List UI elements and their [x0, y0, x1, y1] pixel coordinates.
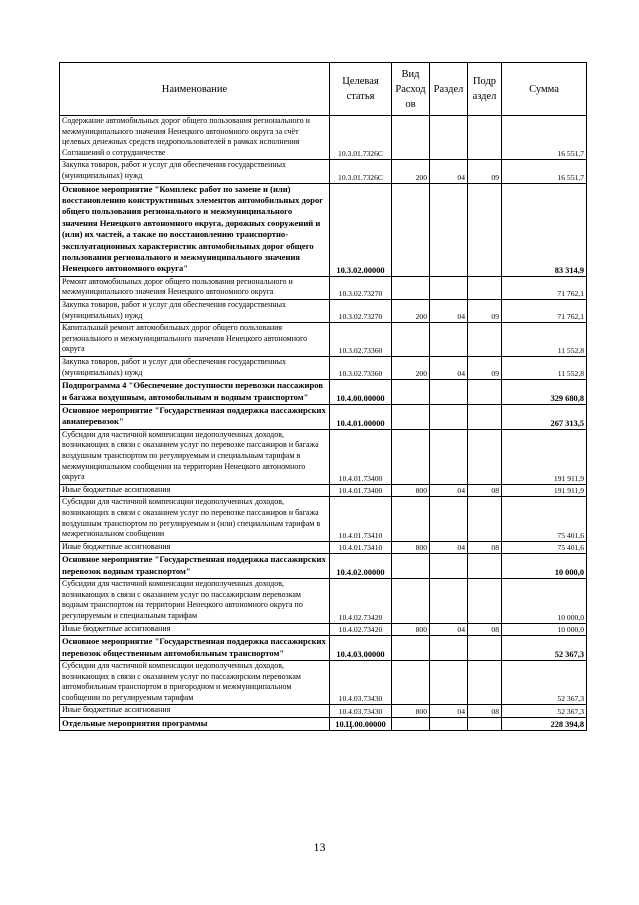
cell-sum: 191 911,9: [502, 429, 587, 484]
cell-subsection: [468, 183, 502, 276]
cell-target: 10.3.02.73270: [330, 300, 392, 323]
cell-name: Субсидии для частичной компенсации недополученных доходов, возникающих в связи с оказанием услуг по перевозке пассажиров и багажа воздушным транспортом по регулируемым и (или) специальным тарифам в межрегиональном сообщении: [60, 497, 330, 541]
table-row: [60, 541, 587, 554]
cell-name: Ремонт автомобильных дорог общего пользования регионального и межмуниципального значения Ненецкого автономного округа: [60, 276, 330, 299]
table-row: [60, 660, 587, 704]
cell-section: 04: [430, 300, 468, 323]
header-section: Раздел: [430, 63, 468, 116]
cell-section: 04: [430, 356, 468, 379]
cell-target: 10.Ц.00.00000: [330, 717, 392, 730]
cell-target: 10.4.01.00000: [330, 404, 392, 429]
header-expense-type: Вид Расход ов: [392, 63, 430, 116]
cell-expense-type: [392, 116, 430, 160]
cell-name: Отдельные мероприятия программы: [60, 717, 330, 730]
header-target: Целевая статья: [330, 63, 392, 116]
cell-section: [430, 183, 468, 276]
cell-sum: 191 911,9: [502, 484, 587, 497]
cell-expense-type: 800: [392, 705, 430, 718]
table-row: [60, 116, 587, 160]
cell-name: Закупка товаров, работ и услуг для обеспечения государственных (муниципальных) нужд: [60, 160, 330, 183]
cell-name: Иные бюджетные ассигнования: [60, 623, 330, 636]
cell-section: [430, 429, 468, 484]
header-name: Наименование: [60, 63, 330, 116]
cell-name: Капитальный ремонт автомобильных дорог общего пользования регионального и межмуниципального значения Ненецкого автономного округа: [60, 323, 330, 357]
cell-subsection: [468, 380, 502, 405]
cell-sum: 52 367,3: [502, 660, 587, 704]
table-body: [60, 116, 587, 731]
table-row: [60, 554, 587, 579]
cell-section: [430, 660, 468, 704]
page-number: 13: [313, 840, 326, 854]
cell-subsection: [468, 717, 502, 730]
cell-subsection: 08: [468, 484, 502, 497]
cell-section: [430, 380, 468, 405]
cell-expense-type: [392, 276, 430, 299]
table-row: [60, 356, 587, 379]
cell-expense-type: [392, 323, 430, 357]
cell-target: 10.3.01.7326С: [330, 160, 392, 183]
cell-subsection: [468, 429, 502, 484]
cell-sum: 16 551,7: [502, 160, 587, 183]
cell-subsection: [468, 276, 502, 299]
cell-target: 10.4.02.00000: [330, 554, 392, 579]
cell-expense-type: [392, 660, 430, 704]
cell-section: 04: [430, 160, 468, 183]
cell-expense-type: 800: [392, 484, 430, 497]
table-row: [60, 276, 587, 299]
cell-target: 10.4.03.73430: [330, 660, 392, 704]
cell-subsection: [468, 404, 502, 429]
table-row: [60, 636, 587, 661]
table-row: [60, 183, 587, 276]
cell-expense-type: [392, 183, 430, 276]
cell-expense-type: [392, 717, 430, 730]
cell-sum: 52 367,3: [502, 636, 587, 661]
cell-name: Содержание автомобильных дорог общего пользования регионального и межмуниципального значения Ненецкого автономного округа за счёт целевых денежных средств недропользователей в рамках исполнения Соглашений о сотрудничестве: [60, 116, 330, 160]
header-sum: Сумма: [502, 63, 587, 116]
cell-subsection: [468, 323, 502, 357]
table-row: [60, 404, 587, 429]
cell-sum: 52 367,3: [502, 705, 587, 718]
cell-subsection: 09: [468, 300, 502, 323]
cell-section: 04: [430, 623, 468, 636]
cell-expense-type: [392, 429, 430, 484]
cell-subsection: 08: [468, 705, 502, 718]
cell-sum: 71 762,1: [502, 300, 587, 323]
table-header-row: [60, 63, 587, 116]
cell-sum: 11 552,8: [502, 356, 587, 379]
cell-name: Подпрограмма 4 "Обеспечение доступности перевозки пассажиров и багажа воздушным, автомобильным и водным транспортом": [60, 380, 330, 405]
cell-subsection: 08: [468, 623, 502, 636]
table-row: [60, 160, 587, 183]
cell-expense-type: 200: [392, 160, 430, 183]
cell-name: Закупка товаров, работ и услуг для обеспечения государственных (муниципальных) нужд: [60, 356, 330, 379]
cell-target: 10.3.01.7326С: [330, 116, 392, 160]
cell-expense-type: 200: [392, 300, 430, 323]
cell-section: [430, 579, 468, 623]
cell-expense-type: [392, 554, 430, 579]
cell-expense-type: 200: [392, 356, 430, 379]
cell-subsection: [468, 579, 502, 623]
cell-target: 10.3.02.73270: [330, 276, 392, 299]
cell-section: [430, 554, 468, 579]
cell-name: Иные бюджетные ассигнования: [60, 541, 330, 554]
cell-section: 04: [430, 484, 468, 497]
table-row: [60, 623, 587, 636]
cell-target: 10.4.02.73420: [330, 579, 392, 623]
cell-expense-type: 800: [392, 541, 430, 554]
cell-target: 10.3.02.73360: [330, 323, 392, 357]
cell-name: Иные бюджетные ассигнования: [60, 705, 330, 718]
cell-target: 10.3.02.00000: [330, 183, 392, 276]
table-row: [60, 484, 587, 497]
cell-section: [430, 323, 468, 357]
cell-section: [430, 276, 468, 299]
cell-section: [430, 717, 468, 730]
table-row: [60, 705, 587, 718]
cell-name: Субсидии для частичной компенсации недополученных доходов, возникающих в связи с оказанием услуг по пассажирским перевозкам автомобильным транспортом в пригородном и межмуниципальном сообщении по регулируемым тарифам: [60, 660, 330, 704]
cell-section: 04: [430, 705, 468, 718]
cell-name: Основное мероприятие "Государственная поддержка пассажирских авиаперевозок": [60, 404, 330, 429]
cell-expense-type: [392, 497, 430, 541]
cell-target: 10.4.03.00000: [330, 636, 392, 661]
cell-target: 10.4.00.00000: [330, 380, 392, 405]
table-row: [60, 323, 587, 357]
table-row: [60, 579, 587, 623]
cell-target: 10.3.02.73360: [330, 356, 392, 379]
cell-sum: 267 313,5: [502, 404, 587, 429]
cell-expense-type: [392, 404, 430, 429]
table-row: [60, 497, 587, 541]
cell-subsection: [468, 497, 502, 541]
cell-subsection: 09: [468, 356, 502, 379]
header-subsection: Подр аздел: [468, 63, 502, 116]
cell-subsection: 09: [468, 160, 502, 183]
cell-section: [430, 636, 468, 661]
cell-name: Основное мероприятие "Государственная поддержка пассажирских перевозок общественным автомобильным транспортом": [60, 636, 330, 661]
cell-subsection: [468, 116, 502, 160]
cell-target: 10.4.02.73420: [330, 623, 392, 636]
cell-sum: 10 000,0: [502, 554, 587, 579]
table-row: [60, 717, 587, 730]
table-row: [60, 380, 587, 405]
cell-name: Основное мероприятие "Комплекс работ по замене и (или) восстановлению конструктивных элементов автомобильных дорог общего пользования регионального и межмуниципального значения Ненецкого автономного округа, дорожных сооружений и (или) их частей, а также по восстановлению транспортно-эксплуатационных характеристик автомобильных дорог общего пользования регионального и межмуниципального значения Ненецкого автономного округа": [60, 183, 330, 276]
cell-subsection: [468, 660, 502, 704]
cell-sum: 75 401,6: [502, 541, 587, 554]
cell-expense-type: [392, 380, 430, 405]
cell-target: 10.4.01.73410: [330, 541, 392, 554]
cell-subsection: [468, 554, 502, 579]
budget-table: [59, 62, 587, 731]
cell-target: 10.4.01.73400: [330, 484, 392, 497]
cell-sum: 75 401,6: [502, 497, 587, 541]
cell-target: 10.4.03.73430: [330, 705, 392, 718]
cell-subsection: 08: [468, 541, 502, 554]
cell-expense-type: 800: [392, 623, 430, 636]
cell-section: [430, 116, 468, 160]
cell-section: [430, 404, 468, 429]
cell-section: [430, 497, 468, 541]
cell-target: 10.4.01.73410: [330, 497, 392, 541]
cell-name: Иные бюджетные ассигнования: [60, 484, 330, 497]
cell-name: Субсидии для частичной компенсации недополученных доходов, возникающих в связи с оказанием услуг по пассажирским перевозкам водным транспортом на территории Ненецкого автономного округа по регулируемым и специальным тарифам: [60, 579, 330, 623]
cell-sum: 71 762,1: [502, 276, 587, 299]
cell-name: Закупка товаров, работ и услуг для обеспечения государственных (муниципальных) нужд: [60, 300, 330, 323]
cell-expense-type: [392, 636, 430, 661]
cell-section: 04: [430, 541, 468, 554]
table-row: [60, 429, 587, 484]
table-row: [60, 300, 587, 323]
cell-sum: 83 314,9: [502, 183, 587, 276]
cell-sum: 16 551,7: [502, 116, 587, 160]
cell-subsection: [468, 636, 502, 661]
cell-sum: 329 680,8: [502, 380, 587, 405]
cell-sum: 11 552,8: [502, 323, 587, 357]
cell-sum: 10 000,0: [502, 579, 587, 623]
cell-expense-type: [392, 579, 430, 623]
cell-name: Основное мероприятие "Государственная поддержка пассажирских перевозок водным транспортом": [60, 554, 330, 579]
cell-name: Субсидии для частичной компенсации недополученных доходов, возникающих в связи с оказанием услуг по перевозке пассажиров и багажа воздушным транспортом по регулируемым и специальным тарифам в межмуниципальном сообщении на территории Ненецкого автономного округа: [60, 429, 330, 484]
cell-target: 10.4.01.73400: [330, 429, 392, 484]
cell-sum: 228 394,8: [502, 717, 587, 730]
cell-sum: 10 000,0: [502, 623, 587, 636]
